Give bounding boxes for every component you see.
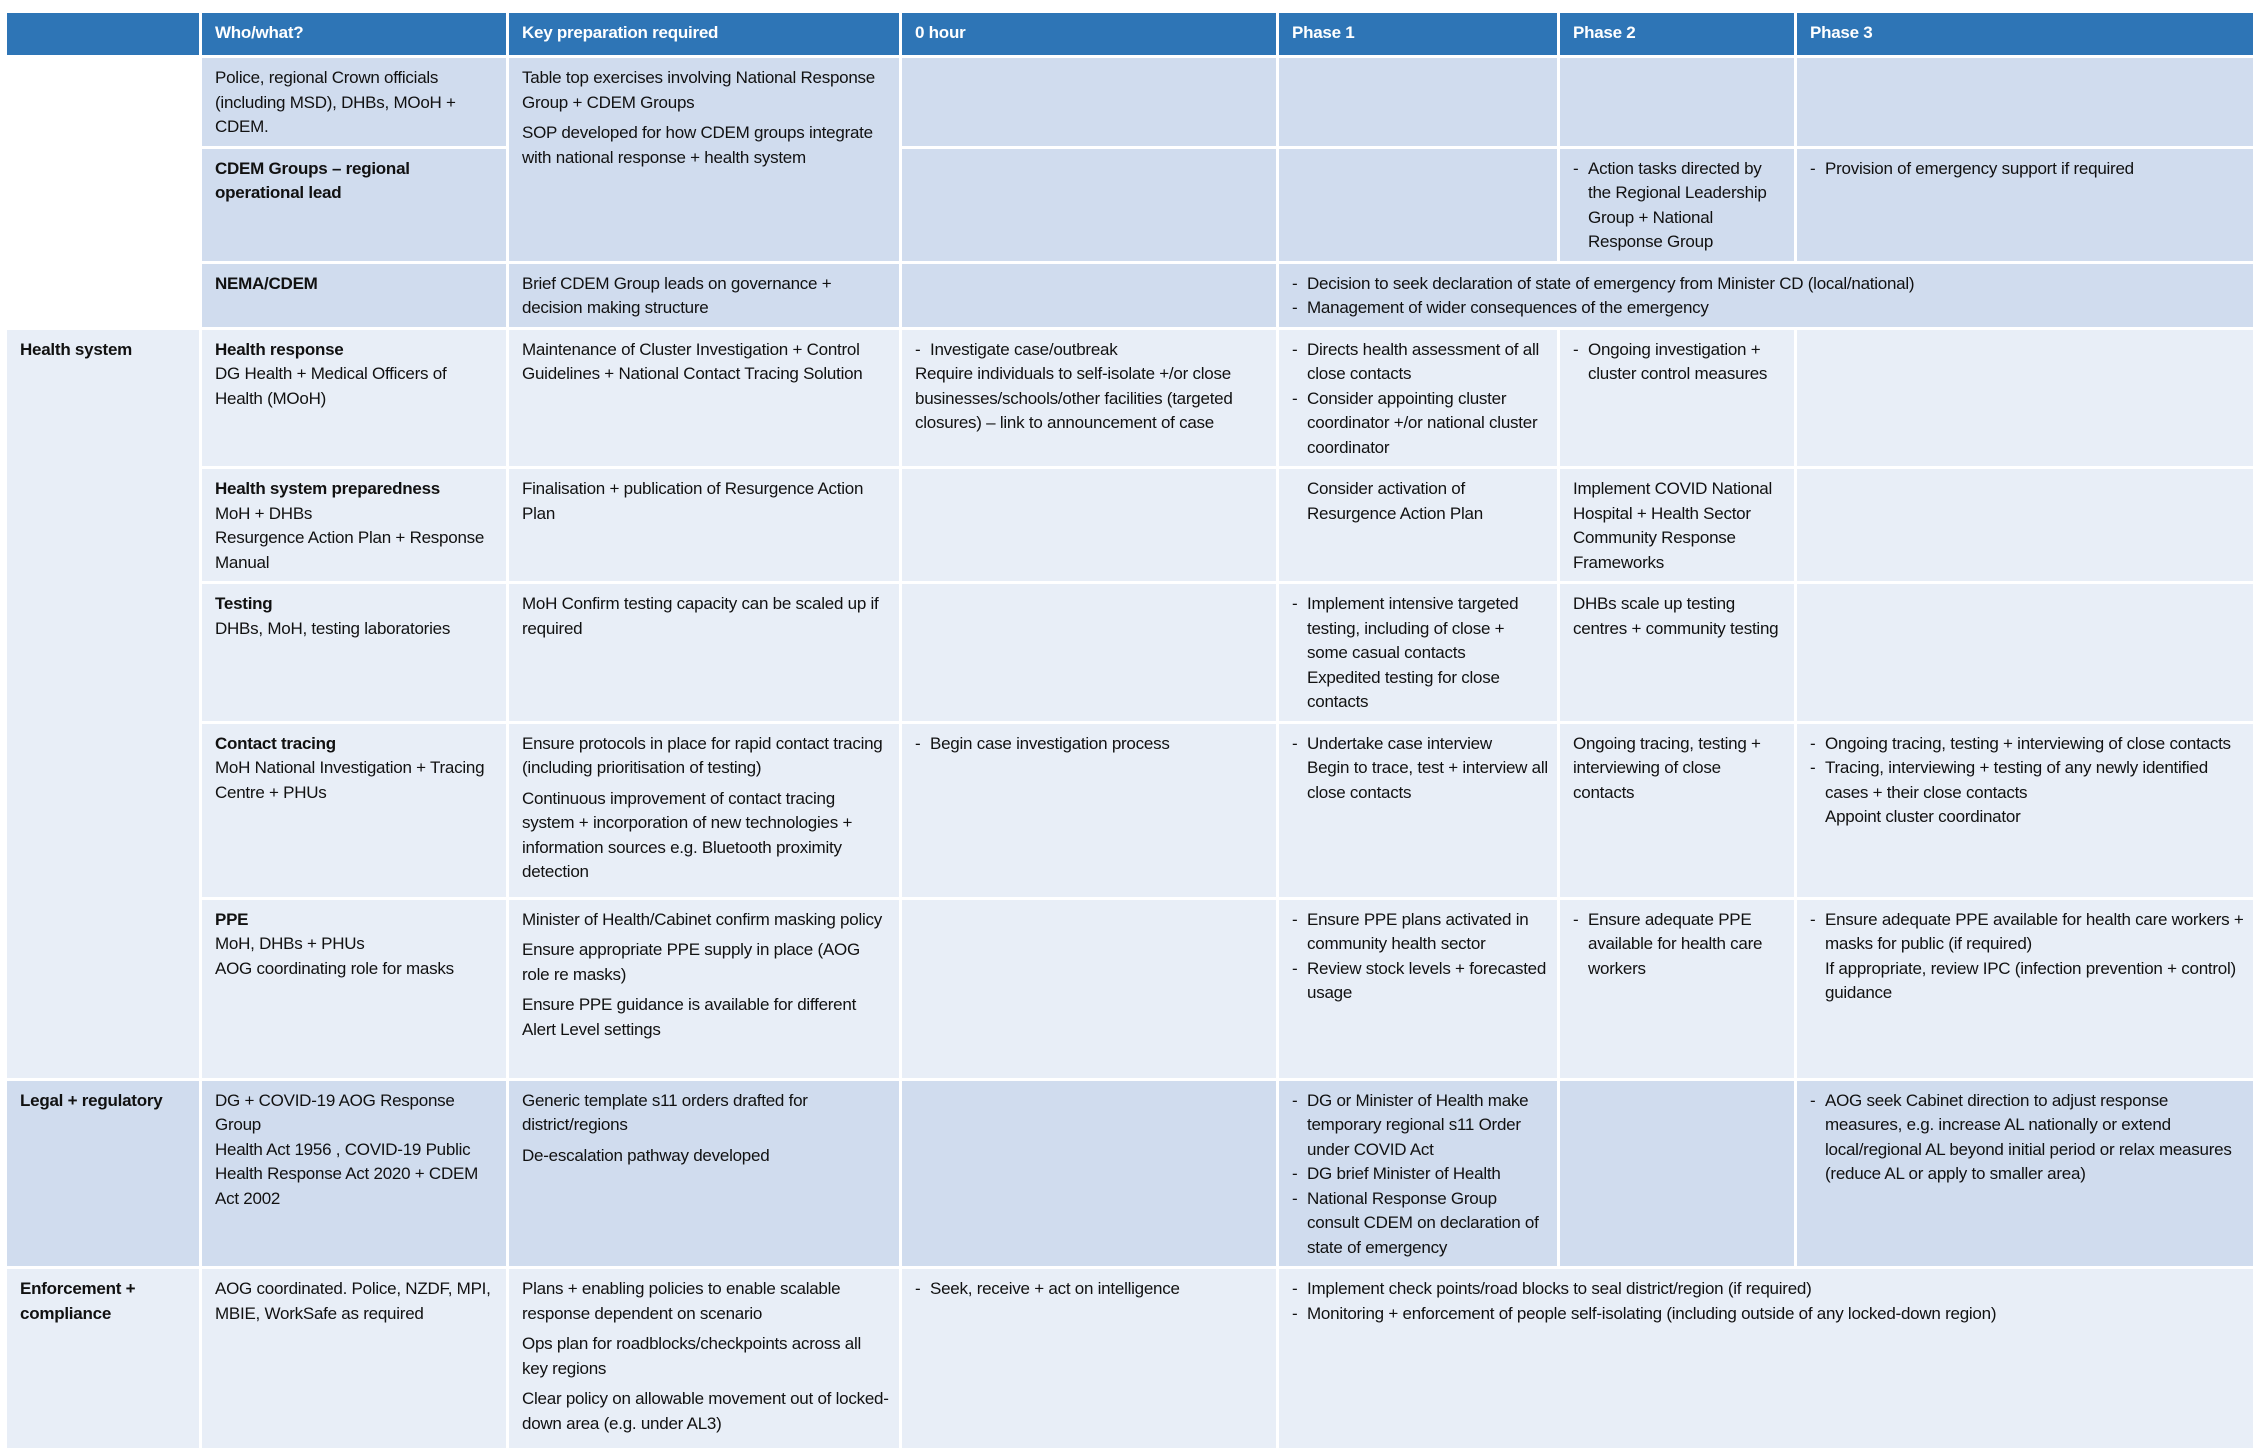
cell-text: De-escalation pathway developed [522, 1145, 770, 1165]
phase2-cell [1560, 724, 1794, 897]
prep-cell [509, 724, 899, 897]
cell-text: Clear policy on allowable movement out of locked-down area (e.g. under AL3) [522, 1389, 889, 1433]
cell-text: DG Health + Medical Officers of Health (MOoH) [215, 364, 447, 408]
cell-text: AOG coordinated. Police, NZDF, MPI, MBIE, WorkSafe as required [215, 1279, 491, 1323]
prep-cell [509, 58, 899, 261]
header-who-what: Who/what? [202, 13, 506, 55]
table-row [7, 469, 2253, 581]
bullet-item: - DG or Minister of Health make temporary regional s11 Order under COVID Act [1292, 1089, 1549, 1163]
cell-heading: Testing [215, 594, 273, 613]
bullet-item: - National Response Group consult CDEM on declaration of state of emergency [1292, 1187, 1549, 1261]
phase1-cell [1279, 584, 1557, 721]
table-row [7, 330, 2253, 467]
phase2-cell [1560, 900, 1794, 1078]
phase1-cell [1279, 149, 1557, 261]
phase1-cell [1279, 330, 1557, 467]
hour0-cell [902, 469, 1276, 581]
who-cell [202, 469, 506, 581]
cell-text: Expedited testing for close contacts [1307, 667, 1500, 711]
bullet-item: - Directs health assessment of all close contacts [1292, 338, 1549, 387]
table-row [7, 900, 2253, 1078]
bullet-item: - AOG seek Cabinet direction to adjust response measures, e.g. increase AL nationally or extend local/regional AL beyond initial period or relax measures (reduce AL or apply to smaller area) [1810, 1089, 2245, 1187]
response-phases-table [4, 10, 2256, 1451]
bullet-item: - DG brief Minister of Health [1292, 1162, 1549, 1187]
cell-text: MoH + DHBs [215, 503, 313, 523]
cell-text: Finalisation + publication of Resurgence Action Plan [522, 479, 864, 523]
who-cell [202, 724, 506, 897]
bullet-item: - Undertake case interview [1292, 732, 1549, 757]
bullet-item: - Decision to seek declaration of state of emergency from Minister CD (local/national) [1292, 272, 2245, 297]
cell-text: DG + COVID-19 AOG Response Group [215, 1090, 455, 1134]
who-cell [202, 58, 506, 146]
cell-text: Ops plan for roadblocks/checkpoints across all key regions [522, 1334, 862, 1378]
phase1-cell [1279, 1081, 1557, 1267]
cell-text: Resurgence Action Plan + Response Manual [215, 528, 485, 572]
cell-text: AOG coordinating role for masks [215, 958, 454, 978]
cell-text: Ensure protocols in place for rapid contact tracing (including prioritisation of testing) [522, 733, 883, 777]
cell-heading: Health system preparedness [215, 479, 440, 498]
cell-text: MoH Confirm testing capacity can be scaled up if required [522, 594, 879, 638]
prep-cell [509, 330, 899, 467]
group-cell [7, 58, 199, 327]
cell-text: Ensure appropriate PPE supply in place (AOG role re masks) [522, 940, 860, 984]
hour0-cell [902, 900, 1276, 1078]
phase3-cell [1797, 584, 2253, 721]
header-key-preparation: Key preparation required [509, 13, 899, 55]
header-phase-1: Phase 1 [1279, 13, 1557, 55]
cell-text: Plans + enabling policies to enable scalable response dependent on scenario [522, 1279, 841, 1323]
table-row [7, 58, 2253, 146]
cell-text: Continuous improvement of contact tracing system + incorporation of new technologies + information sources e.g. Bluetooth proximity detection [522, 788, 853, 881]
bullet-item: - Ongoing tracing, testing + interviewing of close contacts [1810, 732, 2245, 757]
phase1-cell [1279, 724, 1557, 897]
bullet-item: - Consider appointing cluster coordinator +/or national cluster coordinator [1292, 387, 1549, 461]
table-row [7, 149, 2253, 261]
prep-cell [509, 584, 899, 721]
phase1-cell [1279, 58, 1557, 146]
hour0-cell [902, 58, 1276, 146]
hour0-cell [902, 330, 1276, 467]
phase3-cell [1797, 1081, 2253, 1267]
cell-text: Require individuals to self-isolate +/or close businesses/schools/other facilities (targeted closures) – link to announcement of case [915, 364, 1233, 432]
bullet-item: - Provision of emergency support if required [1810, 157, 2245, 182]
phase3-cell [1797, 469, 2253, 581]
bullet-item: - Review stock levels + forecasted usage [1292, 957, 1549, 1006]
who-cell [202, 149, 506, 261]
table-row [7, 264, 2253, 327]
who-cell [202, 900, 506, 1078]
phases-cell [1279, 1269, 2253, 1448]
group-cell: Health system [7, 330, 199, 1078]
cell-heading: PPE [215, 909, 249, 929]
hour0-cell [902, 264, 1276, 327]
table-row [7, 724, 2253, 897]
cell-text: SOP developed for how CDEM groups integrate with national response + health system [522, 123, 873, 167]
hour0-cell [902, 1081, 1276, 1267]
bullet-item: - Tracing, interviewing + testing of any newly identified cases + their close contacts [1810, 756, 2245, 805]
bullet-item: - Monitoring + enforcement of people self-isolating (including outside of any locked-down region) [1292, 1302, 2245, 1327]
header-row [7, 13, 2253, 55]
cell-text: MoH, DHBs + PHUs [215, 934, 365, 953]
bullet-item: - Ongoing investigation + cluster control measures [1573, 338, 1786, 387]
cell-text: Appoint cluster coordinator [1825, 807, 2021, 826]
who-cell [202, 1269, 506, 1448]
cell-text: Ensure PPE guidance is available for different Alert Level settings [522, 995, 857, 1039]
hour0-cell [902, 724, 1276, 897]
who-cell [202, 330, 506, 467]
phase2-cell [1560, 1081, 1794, 1267]
table-row [7, 1269, 2253, 1448]
header-phase-3: Phase 3 [1797, 13, 2253, 55]
phase2-cell [1560, 58, 1794, 146]
cell-heading: CDEM Groups – regional operational lead [215, 158, 410, 202]
cell-text: Police, regional Crown officials (including MSD), DHBs, MOoH + CDEM. [215, 68, 456, 136]
prep-cell [509, 1269, 899, 1448]
bullet-item: - Ensure adequate PPE available for health care workers + masks for public (if required) [1810, 908, 2245, 957]
phase1-cell [1279, 900, 1557, 1078]
cell-text: Implement COVID National Hospital + Health Sector Community Response Frameworks [1573, 479, 1773, 572]
header-0-hour: 0 hour [902, 13, 1276, 55]
table-row [7, 1081, 2253, 1267]
cell-text: Maintenance of Cluster Investigation + Control Guidelines + National Contact Tracing Solution [522, 339, 863, 383]
phase3-cell [1797, 900, 2253, 1078]
header-group [7, 13, 199, 55]
cell-text: Ongoing tracing, testing + interviewing of close contacts [1573, 733, 1761, 802]
bullet-item: - Seek, receive + act on intelligence [915, 1277, 1268, 1302]
phase2-cell [1560, 469, 1794, 581]
cell-heading: NEMA/CDEM [215, 273, 318, 293]
cell-text: Begin to trace, test + interview all close contacts [1307, 758, 1548, 802]
phase2-cell [1560, 584, 1794, 721]
cell-heading: Contact tracing [215, 733, 336, 753]
phase3-cell [1797, 724, 2253, 897]
cell-text: Minister of Health/Cabinet confirm masking policy [522, 909, 883, 929]
cell-text: Health Act 1956 , COVID-19 Public Health Response Act 2020 + CDEM Act 2002 [215, 1139, 478, 1208]
cell-text: Generic template s11 orders drafted for district/regions [522, 1090, 808, 1134]
hour0-cell [902, 584, 1276, 721]
prep-cell [509, 469, 899, 581]
group-cell: Enforcement + compliance [7, 1269, 199, 1448]
who-cell [202, 1081, 506, 1267]
cell-text: DHBs, MoH, testing laboratories [215, 618, 451, 638]
prep-cell [509, 264, 899, 327]
cell-text: If appropriate, review IPC (infection prevention + control) guidance [1825, 958, 2236, 1002]
prep-cell [509, 900, 899, 1078]
header-phase-2: Phase 2 [1560, 13, 1794, 55]
phase2-cell [1560, 330, 1794, 467]
cell-text: Brief CDEM Group leads on governance + decision making structure [522, 273, 832, 317]
who-cell [202, 584, 506, 721]
phase2-cell [1560, 149, 1794, 261]
phase1-cell [1279, 469, 1557, 581]
bullet-item: - Implement check points/road blocks to seal district/region (if required) [1292, 1277, 2245, 1302]
table-row [7, 584, 2253, 721]
who-cell [202, 264, 506, 327]
phases-cell [1279, 264, 2253, 327]
group-cell: Legal + regulatory [7, 1081, 199, 1267]
bullet-item: - Investigate case/outbreak [915, 338, 1268, 363]
cell-text: Table top exercises involving National Response Group + CDEM Groups [522, 68, 876, 112]
hour0-cell [902, 1269, 1276, 1448]
cell-text: Consider activation of Resurgence Action Plan [1307, 479, 1483, 523]
cell-heading: Health response [215, 339, 344, 359]
phase3-cell [1797, 330, 2253, 467]
bullet-item: - Begin case investigation process [915, 732, 1268, 757]
cell-text: DHBs scale up testing centres + community testing [1573, 594, 1779, 638]
phase3-cell [1797, 58, 2253, 146]
hour0-cell [902, 149, 1276, 261]
phase3-cell [1797, 149, 2253, 261]
bullet-item: - Ensure PPE plans activated in community health sector [1292, 908, 1549, 957]
prep-cell [509, 1081, 899, 1267]
bullet-item: - Management of wider consequences of the emergency [1292, 296, 2245, 321]
cell-text: MoH National Investigation + Tracing Centre + PHUs [215, 758, 485, 802]
bullet-item: - Ensure adequate PPE available for health care workers [1573, 908, 1786, 982]
bullet-item: - Action tasks directed by the Regional Leadership Group + National Response Group [1573, 157, 1786, 255]
bullet-item: - Implement intensive targeted testing, including of close + some casual contacts [1292, 592, 1549, 666]
